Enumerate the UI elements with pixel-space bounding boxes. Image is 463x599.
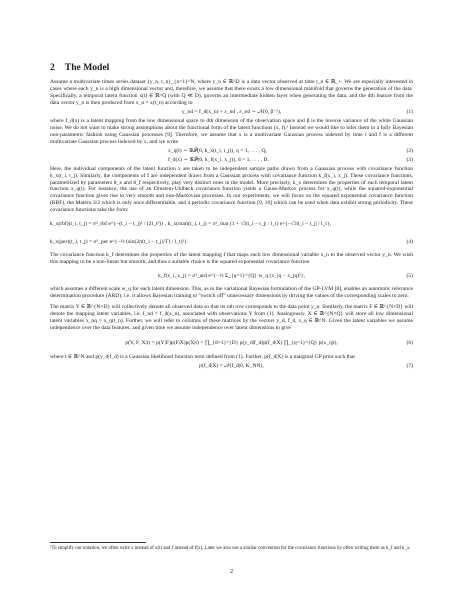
paragraph-covariance: Here, the individual components of the latent function x are taken to be independent sample paths drawn from a Gaussian process with covariance function k_x(t_i, t_j). Similarly, the components of f are independent draws from a Gaussian process with covariance function k_f(x_i, x_j). These covariance functions, parametrized by parameters θ_x and θ_f respectively, play very distinct roles in the model. More precisely, k_x determines the properties of each temporal latent function x_q(t). For instance, the use of an Ornstein-Uhlbeck covariance function yields a Gauss-Markov process for x_q(t), while the squared-exponential covariance function gives rise to very smooth and non-Markovian processes. In our experiments, we will focus on the squared exponential covariance function (RBF), the Matérn 3/2 which is only once differentiable, and a periodic covariance function [9, 10] which can be used when data exhibit strong periodicity. These covariance functions take the form: — [50, 165, 413, 214]
equation-4a — [50, 216, 413, 232]
paragraph-intro: Assume a multivariate times series dataset {y_n, t_n}_{n=1}^N, where y_n ∈ ℝ^D is a data vector observed at time t_n ∈ ℝ_+. We are especially interested in cases where each y_n is a high dimensional vector and, therefore, we assume that there exists a low dimensional manifold that governs the generation of the data. Specifically, a temporal latent function x(t) ∈ ℝ^Q (with Q ≪ D), governs an intermediate hidden layer when generating the data, and the dth feature from the data vector y_n is then produced from x_n = x(t_n) according to — [50, 79, 413, 106]
paper-page — [50, 62, 413, 372]
equation-2-body: x_q(t) ∼ 𝒢𝒫(0, k_x(t_i, t_j)), q = 1, . . . , Q, — [168, 147, 267, 154]
equation-6 — [50, 334, 413, 352]
equation-5-body: k_f(x_i, x_j) = σ²_ard e^{−½ Σ_{q=1}^{Q} w_q (x_iq − x_jq)²}, — [158, 273, 305, 280]
equation-6-body: p(Y, F, X|t) = p(Y|F)p(F|X)p(X|t) = ∏_{d=1}^{D} p(y_d|f_d)p(f_d|X) ∏_{q=1}^{Q} p(x_q|t), — [125, 339, 338, 346]
paragraph-matrices: The matrix Y ∈ ℝ^{N×D} will collectively denote all observed data so that its nth row corresponds to the data point y_n. Similarly, the matrix F ∈ ℝ^{N×D} will denote the mapping latent variables, i.e. f_nd = f_d(x_n), associated with observations Y from (1). Analogously, X ∈ ℝ^{N×Q} will store all low dimensional latent variables x_nq = x_q(t_n). Further, we will refer to columns of these matrices by the vectors y_d, f_d, x_q ∈ ℝ^N. Given the latent variables we assume independence over the data features, and given time we assume independence over latent dimensions to give — [50, 304, 413, 331]
equation-3 — [50, 157, 413, 164]
paragraph-kf: The covariance function k_f determines the properties of the latent mapping f that maps each low dimensional variable x_n to the observed vector y_n. We wish this mapping to be a non-linear but smooth, and thus a suitable choice is the squared exponential covariance function — [50, 252, 413, 266]
equation-5 — [50, 268, 413, 284]
paragraph-likelihood: where t ∈ ℝ^N and p(y_d|f_d) is a Gaussian likelihood function term defined from (1). Further, p(f_d|X) is a marginal GP prior such that — [50, 353, 355, 360]
page-number: 2 — [229, 568, 234, 575]
equation-5-number: (5) — [406, 273, 413, 280]
equation-7-body: p(f_d|X) = 𝒩(f_d|0, K_NN), — [199, 362, 264, 369]
equation-4-number: (4) — [406, 239, 413, 246]
equation-6-number: (6) — [406, 339, 413, 346]
footnote: ¹To simplify our notation, we often write x instead of x(t) and f instead of f(x). Later we also use a similar convention for the covariance functions by often writing them as k_f and k_x. — [50, 546, 411, 551]
equation-7 — [50, 363, 413, 370]
equation-4a-body: k_x(rbf)(t_i, t_j) = σ²_rbf e^{−(t_i − t_j)² / (2l_t²)} , k_x(mat)(t_i, t_j) = σ²_mat (1 + √3|t_i − t_j| / l_t) e^{−√3|t_i − t_j| / l_t}, — [50, 221, 331, 228]
section-title: The Model — [64, 62, 110, 73]
equation-1 — [50, 109, 413, 116]
equation-1-number: (1) — [406, 108, 413, 115]
equation-2 — [50, 148, 413, 155]
equation-4b-body: k_x(per)(t_i, t_j) = σ²_per e^{−½ (sin(2π(t_i − t_j)/T) / l_t)²}. — [50, 239, 189, 246]
equation-3-number: (3) — [406, 156, 413, 163]
section-heading — [50, 62, 413, 73]
paragraph-ard: which assumes a different scale w_q for each latent dimension. This, as in the variational Bayesian formulation of the GP-LVM [8], enables an automatic relevance determination procedure (ARD), i.e. it allows Bayesian training to “switch off” unnecessary dimensions by driving the values of the corresponding scales to zero. — [50, 286, 413, 300]
paragraph-latent-mapping: where f_d(x) is a latent mapping from the low dimensional space to dth dimension of the observation space and β is the inverse variance of the white Gaussian noise. We do not want to make strong assumptions about the functional form of the latent functions (x, f).¹ Instead we would like to infer them in a fully Bayesian non-parametric fashion using Gaussian processes [9]. Therefore, we assume that x is a multivariate Gaussian process indexed by time t and f is a different multivariate Gaussian process indexed by x, and we write — [50, 117, 413, 145]
equation-7-number: (7) — [406, 362, 413, 369]
equation-2-number: (2) — [406, 147, 413, 154]
equation-1-body: y_nd = f_d(x_n) + ε_nd , ε_nd ∼ 𝒩(0, β⁻¹), — [181, 108, 282, 115]
section-number: 2 — [50, 62, 55, 73]
footnote-rule — [50, 542, 146, 543]
equation-4b — [50, 234, 413, 250]
equation-3-body: f_d(x) ∼ 𝒢𝒫(0, k_f(x_i, x_j)), d = 1, . . . , D. — [168, 156, 269, 163]
